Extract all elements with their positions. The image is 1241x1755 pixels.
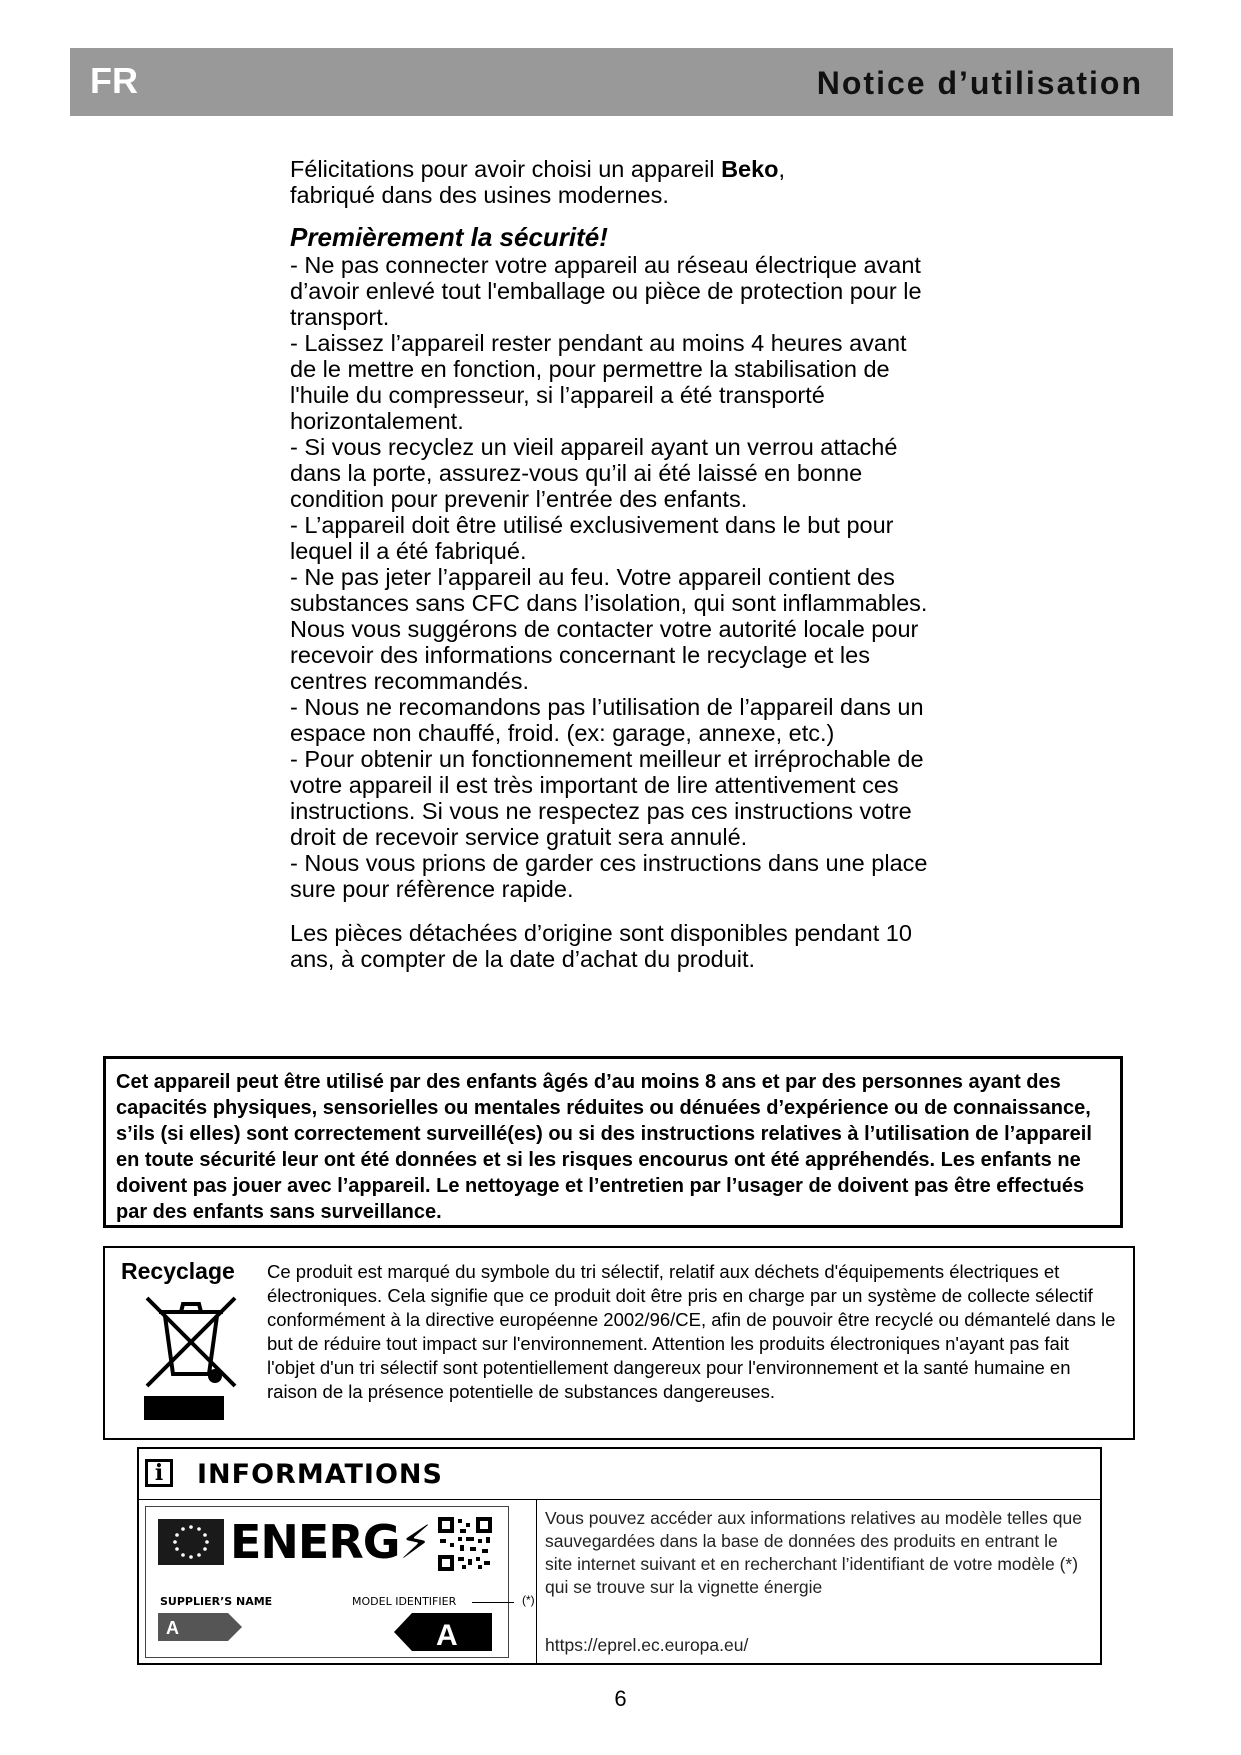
recycling-label: Recyclage	[121, 1258, 235, 1284]
informations-text: Vous pouvez accéder aux informations relatives au modèle telles que sauvegardées dans la base de données des produits en entrant le site internet suivant et en recherchant l’identifiant de votre modèle (*) qui se trouve sur la vignette énergie	[545, 1508, 1082, 1597]
energy-label-cell	[139, 1500, 537, 1665]
page-header	[70, 48, 1173, 116]
page-number: 6	[614, 1686, 627, 1711]
informations-header	[139, 1449, 1100, 1500]
main-content	[290, 156, 930, 972]
safety-item: - Ne pas connecter votre appareil au réseau électrique avant d’avoir enlevé tout l'emballage ou pièce de protection pour le transport.	[290, 252, 922, 330]
informations-title: INFORMATIONS	[197, 1459, 443, 1490]
intro-paragraph: Félicitations pour avoir choisi un appareil Beko, fabriqué dans des usines modernes.	[290, 156, 786, 208]
safety-item: - Si vous recyclez un vieil appareil ayant un verrou attaché dans la porte, assurez-vous qu’il ai été laissé en bonne condition pour prevenir l’entrée des enfants.	[290, 434, 898, 512]
language-code: FR	[90, 60, 138, 101]
eu-flag-icon	[158, 1519, 224, 1565]
energy-class-indicator-letter: A	[436, 1619, 458, 1651]
supplier-name-label: SUPPLIER’S NAME	[160, 1595, 273, 1608]
safety-item: - Pour obtenir un fonctionnement meilleur et irréprochable de votre appareil il est très important de lire attentivement ces instructions. Si vous ne respectez pas ces instructions votre droit de recevoir service gratuit sera annulé.	[290, 746, 924, 850]
asterisk-mark: (*)	[522, 1593, 535, 1607]
qr-code-icon	[438, 1517, 492, 1571]
safety-heading: Premièrement la sécurité!	[290, 222, 608, 252]
children-warning-box	[103, 1056, 1123, 1228]
energy-class-scale-arrow	[158, 1613, 242, 1641]
energy-label	[145, 1506, 535, 1658]
safety-item: - Nous ne recomandons pas l’utilisation de l’appareil dans un espace non chauffé, froid. (ex: garage, annexe, etc.)	[290, 694, 924, 746]
safety-item: - L’appareil doit être utilisé exclusivement dans le but pour lequel il a été fabriqué.	[290, 512, 894, 564]
document-title: Notice d’utilisation	[816, 65, 1143, 101]
recycling-bar	[144, 1396, 224, 1420]
crossed-bin-icon	[141, 1290, 241, 1390]
energy-wordmark: ENERG⚡	[230, 1515, 431, 1569]
recycling-box	[103, 1246, 1135, 1440]
energy-class-indicator-arrow	[394, 1613, 492, 1651]
children-warning-text: Cet appareil peut être utilisé par des enfants âgés d’au moins 8 ans et par des personnes ayant des capacités physiques, sensorielles ou mentales réduites ou dénuées d’expérience ou de connaissance, s’ils (si elles) sont correctement surveillé(es) ou si des instructions relatives à l’utilisation de l’appareil en toute sécurité leur ont été données et si les risques encourus ont été appréhendés. Les enfants ne doivent pas jouer avec l’appareil. Le nettoyage et l’entretien par l’usager de doivent pas être effectués par des enfants sans surveillance.	[116, 1071, 1092, 1223]
energy-class-scale-letter: A	[166, 1618, 179, 1638]
safety-item: - Laissez l’appareil rester pendant au moins 4 heures avant de le mettre en fonction, pour permettre la stabilisation de l'huile du compresseur, si l’appareil a été transporté horizontalement.	[290, 330, 907, 434]
model-identifier-label: MODEL IDENTIFIER	[352, 1595, 457, 1608]
info-icon: i	[145, 1459, 173, 1487]
informations-box	[137, 1447, 1102, 1665]
brand-name: Beko	[721, 156, 779, 182]
spare-parts-note: Les pièces détachées d’origine sont disponibles pendant 10 ans, à compter de la date d’achat du produit.	[290, 920, 912, 972]
eprel-link[interactable]: https://eprel.ec.europa.eu/	[545, 1635, 749, 1655]
recycling-text: Ce produit est marqué du symbole du tri sélectif, relatif aux déchets d'équipements électriques et électroniques. Cela signifie que ce produit doit être pris en charge par un système de collecte sélectif conformément à la directive européenne 2002/96/CE, afin de pouvoir être recyclé ou démantelé dans le but de réduire tout impact sur l'environnement. Attention les produits électroniques n'ayant pas fait l'objet d'un tri sélectif sont potentiellement dangereux pour l'environnement et la santé humaine en raison de la présence potentielle de substances dangereuses.	[267, 1261, 1116, 1402]
safety-item: - Nous vous prions de garder ces instructions dans une place sure pour réfèrence rapide.	[290, 850, 928, 902]
safety-item: - Ne pas jeter l’appareil au feu. Votre appareil contient des substances sans CFC dans l’isolation, qui sont inflammables. Nous vous suggérons de contacter votre autorité locale pour recevoir des informations concernant le recyclage et les centres recommandés.	[290, 564, 928, 694]
model-identifier-arrow	[472, 1602, 514, 1603]
